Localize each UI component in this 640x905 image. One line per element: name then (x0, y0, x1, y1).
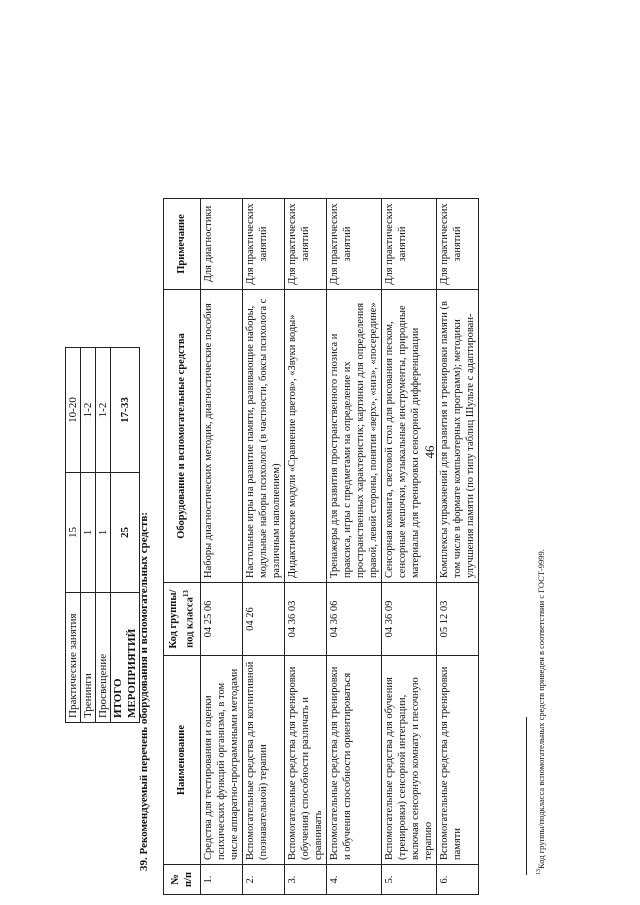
summary-total-row (111, 348, 140, 723)
row-name: Вспомогательные средства для тренировки и обучения способности ориентироваться (326, 656, 381, 865)
summary-label: Практические занятия (66, 593, 81, 723)
row-equipment: Сенсорная комната, световой стол для рисования песком, сенсорные мешочки, музыкальные инструменты, природные материалы для тренировки сенсорной дифференциации (381, 290, 436, 583)
row-number: 2. (242, 865, 284, 895)
row-name: Вспомогательные средства для тренировки (обучения) способности различать и сравнивать (284, 656, 326, 865)
header-num: № п/п (164, 865, 201, 895)
row-equipment: Комплексы упражнений для развития и тренировки памяти (в том числе в формате компьютерных программ); методики улучшения памяти (по типу таблиц Шульте с адаптирован- (436, 290, 478, 583)
summary-total-count: 25 (111, 473, 140, 593)
summary-row (96, 348, 111, 723)
summary-total-label: ИТОГО МЕРОПРИЯТИЙ (111, 593, 140, 723)
summary-count: 15 (66, 473, 81, 593)
equipment-row (242, 199, 284, 895)
row-note: Для практических занятий (242, 199, 284, 290)
footnote-divider (526, 717, 527, 875)
row-name: Средства для тестирования и оценки психических функций организма, в том числе аппаратно-программными методами (200, 656, 242, 865)
footnote-text: Код группы/подкласса вспомогательных средств приведен в соответствии с ГОСТ-9999. (536, 549, 546, 869)
summary-range: 1-2 (96, 348, 111, 473)
header-name: Наименование (164, 656, 201, 865)
header-note: Примечание (164, 199, 201, 290)
row-equipment: Настольные игры на развитие памяти, развивающие наборы, модульные наборы психолога (в частности, боксы психолога с различным наполнением) (242, 290, 284, 583)
header-code-footnote-ref: 13 (182, 590, 190, 598)
row-number: 1. (200, 865, 242, 895)
header-code-text: Код группы/под класса (168, 589, 196, 649)
header-code (164, 583, 201, 656)
row-code: 04 25 06 (200, 583, 242, 656)
summary-count: 1 (81, 473, 96, 593)
equipment-row (284, 199, 326, 895)
equipment-row (436, 199, 478, 895)
summary-count: 1 (96, 473, 111, 593)
row-note: Для практических занятий (436, 199, 478, 290)
header-equipment: Оборудование и вспомогательные средства (164, 290, 201, 583)
row-note: Для практических занятий (284, 199, 326, 290)
summary-total-range: 17-33 (111, 348, 140, 473)
footnote-marker: 13 (536, 869, 543, 875)
summary-label: Просвещение (96, 593, 111, 723)
summary-row (66, 348, 81, 723)
page-number: 46 (422, 445, 437, 459)
summary-row (81, 348, 96, 723)
row-code: 04 26 (242, 583, 284, 656)
row-equipment: Наборы диагностических методик, диагностические пособия (200, 290, 242, 583)
row-name: Вспомогательные средства для тренировки памяти (436, 656, 478, 865)
row-code: 04 36 03 (284, 583, 326, 656)
row-name: Вспомогательные средства для когнитивной (познавательной) терапии (242, 656, 284, 865)
equipment-row (200, 199, 242, 895)
row-number: 6. (436, 865, 478, 895)
summary-range: 10-20 (66, 348, 81, 473)
row-note: Для практических занятий (326, 199, 381, 290)
row-equipment: Тренажеры для развития пространственного гнозиса и праксиса, игры с предметами на определение их пространственных характеристик; картинки для определения правой, левой стороны, понятия «верх», «низ», «посередине» (326, 290, 381, 583)
row-name: Вспомогательные средства для обучения (тренировки) сенсорной интеграции, включая сенсорную комнату и песочную терапию (381, 656, 436, 865)
equipment-table (163, 198, 479, 895)
equipment-row (326, 199, 381, 895)
summary-range: 1-2 (81, 348, 96, 473)
equipment-row (381, 199, 436, 895)
row-code: 05 12 03 (436, 583, 478, 656)
row-number: 3. (284, 865, 326, 895)
row-note: Для практических занятий (381, 199, 436, 290)
equipment-header-row (164, 199, 201, 895)
row-number: 4. (326, 865, 381, 895)
row-note: Для диагностики (200, 199, 242, 290)
summary-label: Тренинги (81, 593, 96, 723)
footnote (536, 515, 546, 875)
row-code: 04 36 06 (326, 583, 381, 656)
equipment-heading: 39. Рекомендуемый перечень оборудования и вспомогательных средств: (138, 512, 150, 871)
row-code: 04 36 09 (381, 583, 436, 656)
row-equipment: Дидактические модули «Сравнение цветов», «Звуки воды» (284, 290, 326, 583)
events-summary-table (65, 347, 140, 723)
row-number: 5. (381, 865, 436, 895)
